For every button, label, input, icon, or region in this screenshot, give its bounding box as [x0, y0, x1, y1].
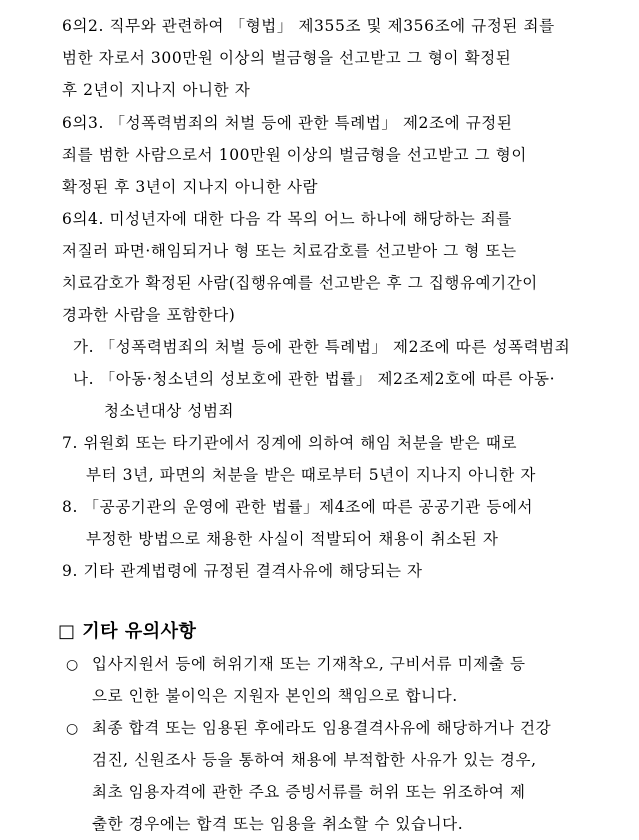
note-1-line-2: 으로 인한 불이익은 지원자 본인의 책임으로 합니다.	[92, 687, 458, 705]
item-6-3-line-3: 확정된 후 3년이 지나지 아니한 사람	[62, 178, 319, 196]
item-6-3-line-2: 죄를 범한 사람으로서 100만원 이상의 벌금형을 선고받고 그 형이	[62, 146, 527, 164]
note-2-line-1: 최종 합격 또는 임용된 후에라도 임용결격사유에 해당하거나 건강	[92, 719, 552, 737]
item-6-4-line-2: 저질러 파면·해임되거나 형 또는 치료감호를 선고받아 그 형 또는	[62, 242, 517, 260]
item-6-2-line-2: 범한 자로서 300만원 이상의 벌금형을 선고받고 그 형이 확정된	[62, 49, 512, 67]
item-6-2-line-1: 6의2. 직무와 관련하여 「형법」 제355조 및 제356조에 규정된 죄를	[62, 17, 555, 35]
item-6-4-sub-na-line-2: 청소년대상 성범죄	[104, 402, 235, 420]
note-1-line-1: 입사지원서 등에 허위기재 또는 기재착오, 구비서류 미제출 등	[92, 655, 526, 673]
item-8-line-1: 8. 「공공기관의 운영에 관한 법률」제4조에 따른 공공기관 등에서	[62, 498, 534, 516]
item-6-4-line-3: 치료감호가 확정된 사람(집행유예를 선고받은 후 그 집행유예기간이	[62, 274, 538, 292]
item-7-line-2: 부터 3년, 파면의 처분을 받은 때로부터 5년이 지나지 아니한 자	[86, 466, 536, 484]
item-9-line-1: 9. 기타 관계법령에 규정된 결격사유에 해당되는 자	[62, 562, 423, 580]
item-6-3-line-1: 6의3. 「성폭력범죄의 처벌 등에 관한 특례법」 제2조에 규정된	[62, 114, 513, 132]
bullet-circle-icon: ○	[66, 657, 79, 673]
bullet-circle-icon: ○	[66, 721, 79, 737]
note-2-line-2: 검진, 신원조사 등을 통하여 채용에 부적합한 사유가 있는 경우,	[92, 751, 537, 769]
item-6-4-line-1: 6의4. 미성년자에 대한 다음 각 목의 어느 하나에 해당하는 죄를	[62, 210, 512, 228]
item-6-2-line-3: 후 2년이 지나지 아니한 자	[62, 81, 251, 99]
note-2-line-3: 최초 임용자격에 관한 주요 증빙서류를 허위 또는 위조하여 제	[92, 783, 526, 801]
section-heading: □ 기타 유의사항	[58, 621, 197, 642]
item-6-4-sub-na-line-1: 나. 「아동·청소년의 성보호에 관한 법률」 제2조제2호에 따른 아동·	[73, 370, 556, 388]
note-2-line-4: 출한 경우에는 합격 또는 임용을 취소할 수 있습니다.	[92, 815, 464, 833]
item-8-line-2: 부정한 방법으로 채용한 사실이 적발되어 채용이 취소된 자	[86, 530, 499, 548]
item-6-4-sub-ga: 가. 「성폭력범죄의 처벌 등에 관한 특례법」 제2조에 따른 성폭력범죄	[73, 338, 571, 356]
item-7-line-1: 7. 위원회 또는 타기관에서 징계에 의하여 해임 처분을 받은 때로	[62, 434, 518, 452]
item-6-4-line-4: 경과한 사람을 포함한다)	[62, 306, 236, 324]
